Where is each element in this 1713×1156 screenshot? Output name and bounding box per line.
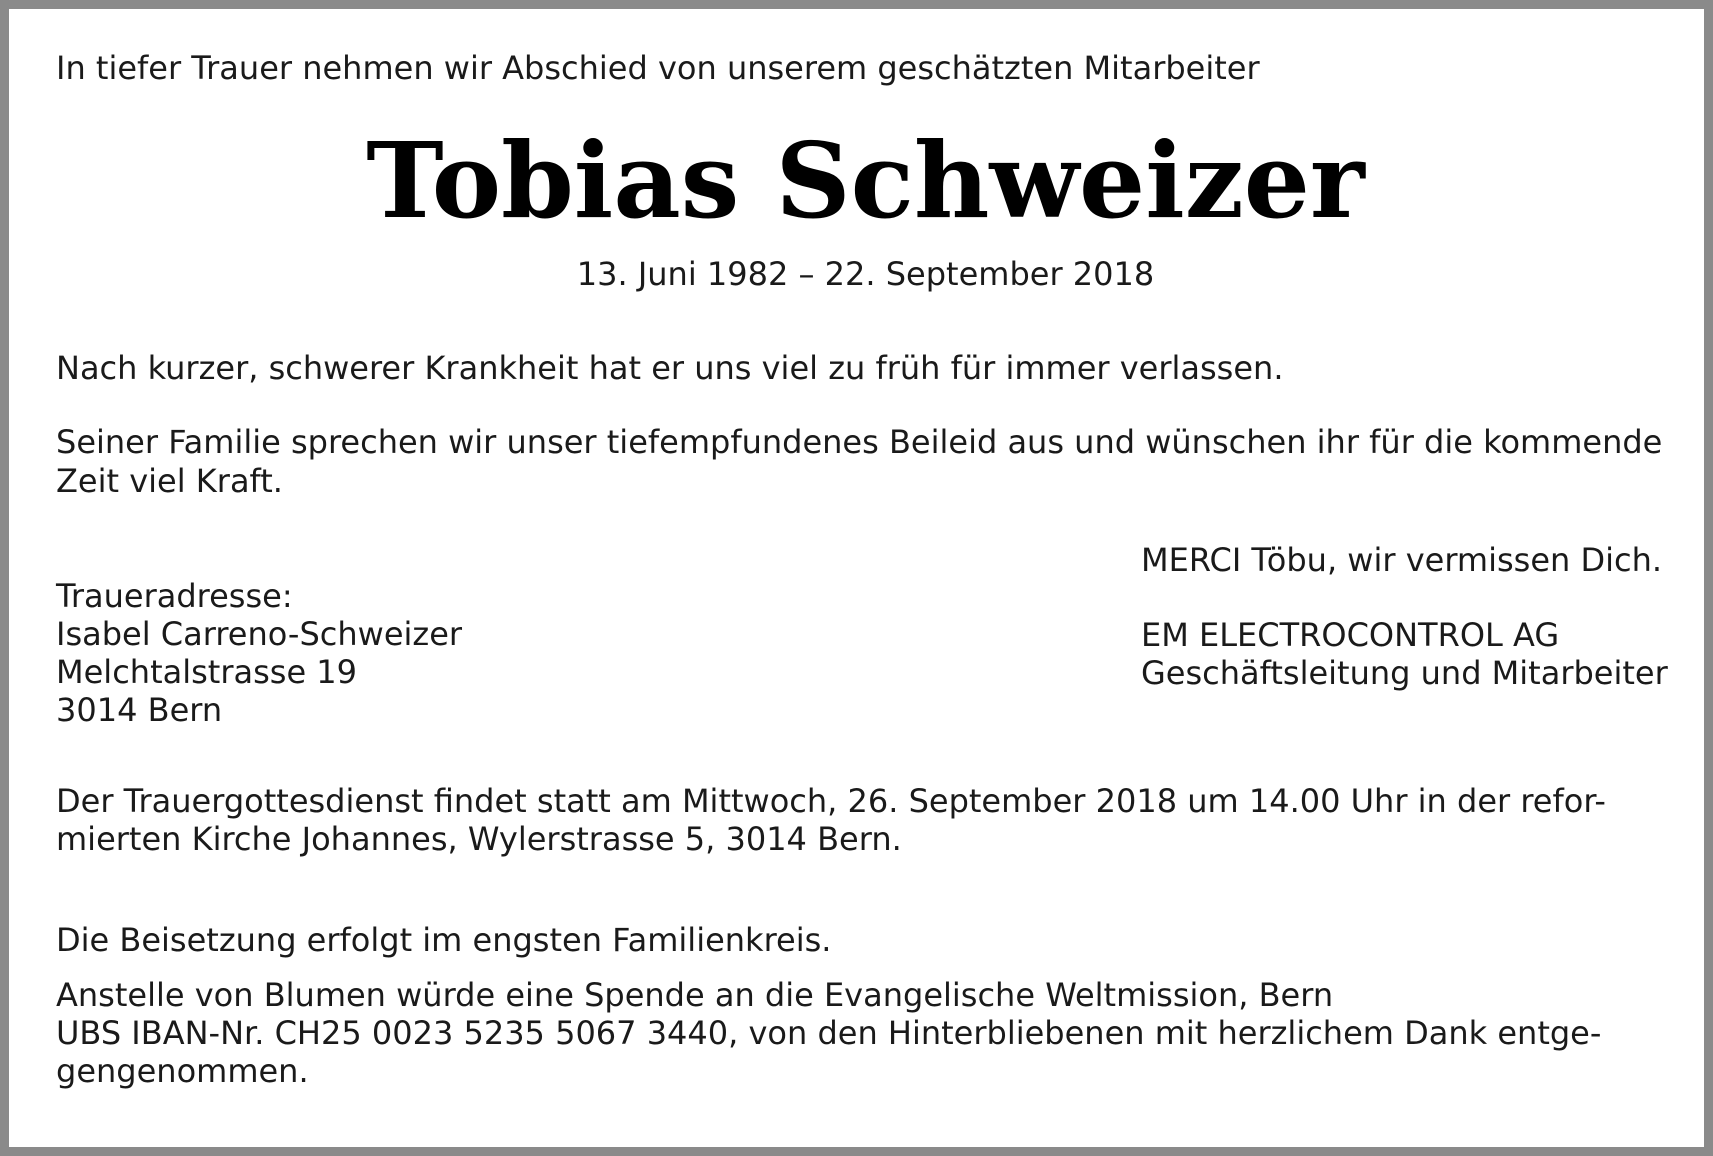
- service-line1: Der Trauergottesdienst findet statt am Mittwoch, 26. September 2018 um 14.00 Uhr in der refor-: [56, 782, 1606, 820]
- company-team: Geschäftsleitung und Mitarbeiter: [1141, 654, 1668, 692]
- life-dates: 13. Juni 1982 – 22. September 2018: [576, 255, 1155, 293]
- address-city: 3014 Bern: [56, 691, 223, 729]
- donation-line1: Anstelle von Blumen würde eine Spende an die Evangelische Weltmission, Bern: [56, 976, 1334, 1014]
- paragraph-condolence-line2: Zeit viel Kraft.: [56, 462, 283, 500]
- donation-line3: gengenommen.: [56, 1052, 309, 1090]
- donation-line2: UBS IBAN-Nr. CH25 0023 5235 5067 3440, von den Hinterbliebenen mit herzlichem Dank entge-: [56, 1014, 1602, 1052]
- paragraph-illness: Nach kurzer, schwerer Krankheit hat er uns viel zu früh für immer verlassen.: [56, 349, 1284, 387]
- intro-text: In tiefer Trauer nehmen wir Abschied von unserem geschätzten Mitarbeiter: [56, 49, 1260, 87]
- company-name: EM ELECTROCONTROL AG: [1141, 616, 1560, 654]
- deceased-name: Tobias Schweizer: [366, 119, 1365, 242]
- service-line2: mierten Kirche Johannes, Wylerstrasse 5, 3014 Bern.: [56, 820, 902, 858]
- merci-line: MERCI Töbu, wir vermissen Dich.: [1141, 541, 1663, 579]
- address-name: Isabel Carreno-Schweizer: [56, 615, 463, 653]
- address-label: Traueradresse:: [56, 577, 293, 615]
- address-street: Melchtalstrasse 19: [56, 653, 358, 691]
- burial-text: Die Beisetzung erfolgt im engsten Familienkreis.: [56, 921, 832, 959]
- paragraph-condolence-line1: Seiner Familie sprechen wir unser tiefempfundenes Beileid aus und wünschen ihr für die kommende: [56, 423, 1663, 461]
